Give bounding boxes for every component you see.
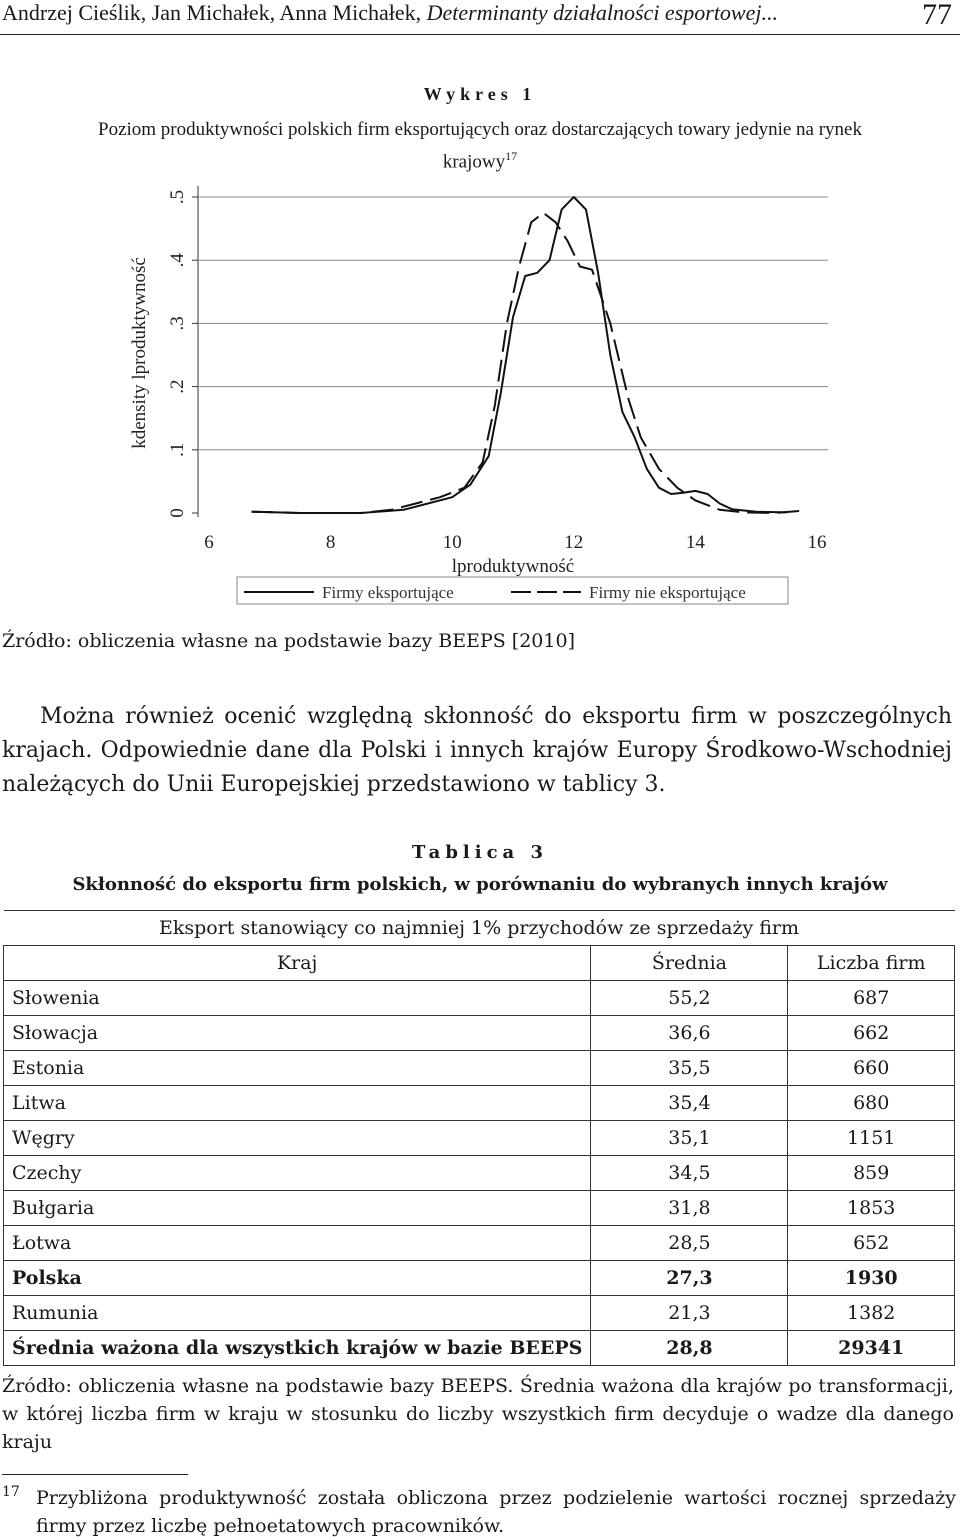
- cell-count: 652: [788, 1226, 955, 1261]
- cell-country: Słowacja: [4, 1016, 591, 1051]
- series-line-exporters: [252, 197, 787, 513]
- density-chart: [0, 0, 960, 620]
- x-axis-label: lproduktywność: [451, 556, 575, 577]
- cell-country: Bułgaria: [4, 1191, 591, 1226]
- cell-country: Litwa: [4, 1086, 591, 1121]
- cell-count: 1151: [788, 1121, 955, 1156]
- cell-count: 660: [788, 1051, 955, 1086]
- x-tick-label: 14: [685, 532, 705, 553]
- figure-source: Źródło: obliczenia własne na podstawie bazy BEEPS [2010]: [2, 630, 575, 652]
- table-row: [4, 1086, 955, 1121]
- table-row: [4, 1051, 955, 1086]
- cell-count: 29341: [788, 1331, 955, 1366]
- y-tick-label: 0: [167, 508, 188, 518]
- header-authors: Andrzej Cieślik, Jan Michałek, Anna Michałek,: [2, 0, 427, 25]
- cell-count: 1382: [788, 1296, 955, 1331]
- footnote-number: 17: [2, 1484, 20, 1500]
- col-header-srednia: Średnia: [591, 946, 788, 981]
- y-axis-label: kdensity lproduktywność: [129, 257, 150, 449]
- cell-country: Rumunia: [4, 1296, 591, 1331]
- cell-mean: 31,8: [591, 1191, 788, 1226]
- table-span-header-row: [4, 911, 955, 946]
- footnote-text: Przybliżona produktywność została obliczona przez podzielenie wartości rocznej sprzedaży firmy przez liczbę pełnoetatowych pracowników.: [36, 1487, 956, 1537]
- table-row: [4, 1296, 955, 1331]
- y-tick-label: .1: [167, 442, 188, 457]
- figure-title-text: Poziom produktywności polskich firm eksportujących oraz dostarczających towary jedynie na rynek krajowy: [98, 119, 862, 173]
- figure-footnote-ref: 17: [505, 149, 518, 163]
- cell-count: 662: [788, 1016, 955, 1051]
- cell-country: Łotwa: [4, 1226, 591, 1261]
- cell-mean: 35,4: [591, 1086, 788, 1121]
- cell-count: 687: [788, 981, 955, 1016]
- cell-count: 1930: [788, 1261, 955, 1296]
- col-header-kraj: Kraj: [4, 946, 591, 981]
- cell-mean: 35,5: [591, 1051, 788, 1086]
- x-tick-label: 10: [442, 532, 462, 553]
- x-tick-label: 8: [325, 532, 336, 553]
- table-row: [4, 1016, 955, 1051]
- cell-mean: 28,8: [591, 1331, 788, 1366]
- table-row: [4, 1156, 955, 1191]
- cell-mean: 27,3: [591, 1261, 788, 1296]
- header-title: Determinanty działalności esportowej...: [426, 0, 778, 25]
- table-row: [4, 1226, 955, 1261]
- y-tick-label: .5: [167, 189, 188, 205]
- cell-country: Węgry: [4, 1121, 591, 1156]
- body-paragraph: [2, 700, 952, 802]
- cell-mean: 36,6: [591, 1016, 788, 1051]
- table-row: [4, 981, 955, 1016]
- series-line-nonexporters: [252, 213, 805, 513]
- cell-mean: 35,1: [591, 1121, 788, 1156]
- cell-mean: 21,3: [591, 1296, 788, 1331]
- table-row: [4, 1191, 955, 1226]
- x-tick-label: 6: [204, 532, 214, 553]
- cell-country: Średnia ważona dla wszystkich krajów w bazie BEEPS: [4, 1331, 591, 1366]
- x-tick-label: 12: [564, 532, 584, 553]
- cell-mean: 55,2: [591, 981, 788, 1016]
- legend-label-exporters: Firmy eksportujące: [322, 583, 454, 602]
- table-title: Skłonność do eksportu firm polskich, w porównaniu do wybranych innych krajów: [72, 874, 888, 895]
- legend-label-nonexporters: Firmy nie eksportujące: [589, 583, 746, 602]
- page-number: 77: [922, 0, 952, 31]
- cell-mean: 34,5: [591, 1156, 788, 1191]
- y-tick-label: .3: [167, 316, 188, 331]
- cell-country: Polska: [4, 1261, 591, 1296]
- table-source: Źródło: obliczenia własne na podstawie bazy BEEPS. Średnia ważona dla krajów po transformacji, w której liczba firm w kraju w stosunku do liczby wszystkich firm decyduje o wadze dla danego kraju: [2, 1375, 954, 1453]
- col-header-liczba: Liczba firm: [788, 946, 955, 981]
- table-row: [4, 1121, 955, 1156]
- table-header-row: [4, 946, 955, 981]
- paragraph-text: Można również ocenić względną skłonność do eksportu firm w poszczególnych krajach. Odpowiednie dane dla Polski i innych krajów Europy Środkowo-Wschodniej należących do Unii Europejskiej przedstawiono w tablicy 3.: [2, 704, 952, 797]
- y-tick-label: .2: [167, 379, 188, 394]
- table-span-header: Eksport stanowiący co najmniej 1% przychodów ze sprzedaży firm: [4, 911, 955, 946]
- cell-country: Estonia: [4, 1051, 591, 1086]
- x-tick-label: 16: [807, 532, 827, 553]
- table-label: Tablica 3: [411, 842, 548, 863]
- cell-mean: 28,5: [591, 1226, 788, 1261]
- footnote-rule: [2, 1474, 188, 1475]
- cell-count: 1853: [788, 1191, 955, 1226]
- figure-label: Wykres 1: [423, 84, 537, 104]
- export-table: [3, 910, 955, 1366]
- y-tick-label: .4: [167, 253, 188, 268]
- cell-country: Słowenia: [4, 981, 591, 1016]
- table-row: [4, 1331, 955, 1366]
- table-row: [4, 1261, 955, 1296]
- cell-count: 680: [788, 1086, 955, 1121]
- cell-count: 859: [788, 1156, 955, 1191]
- cell-country: Czechy: [4, 1156, 591, 1191]
